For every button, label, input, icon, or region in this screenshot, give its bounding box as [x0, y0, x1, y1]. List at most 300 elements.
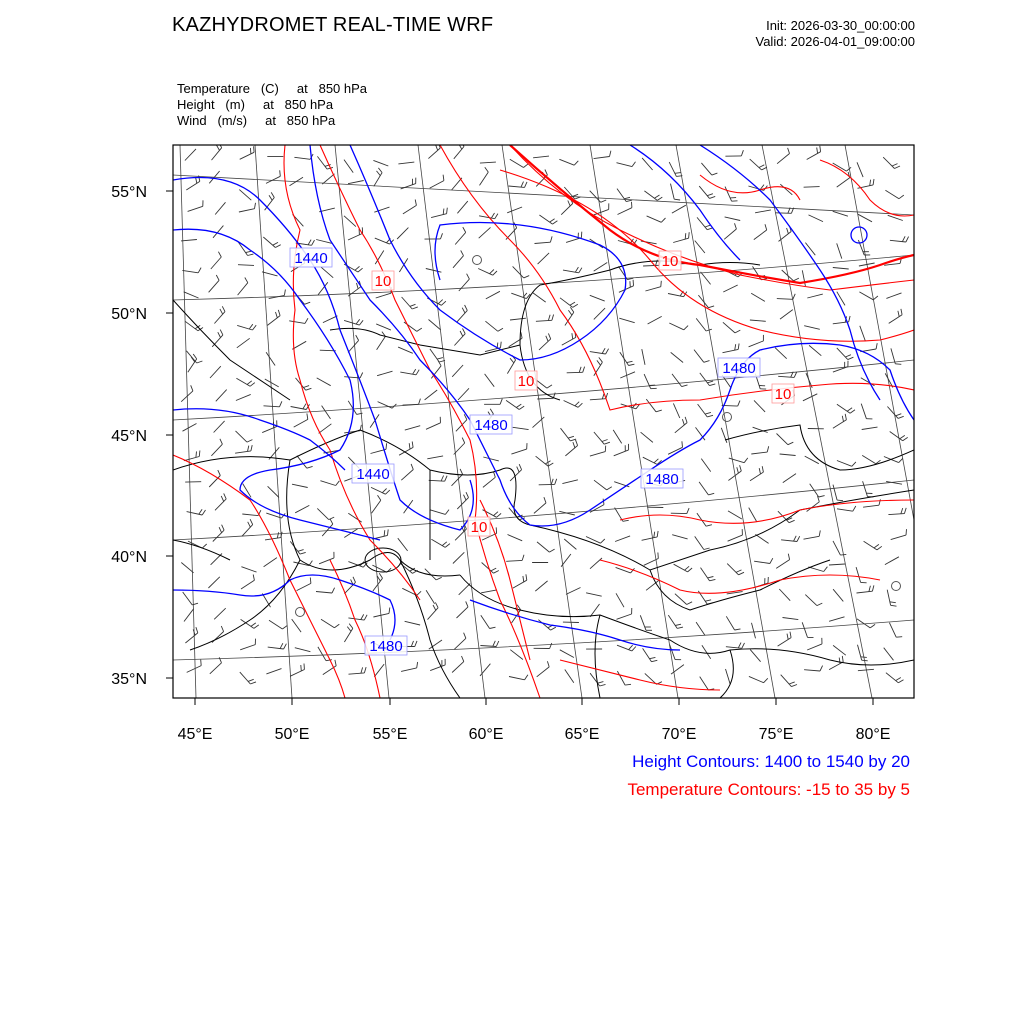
lon-label-45: 45°E: [177, 726, 213, 743]
wind-barb-feather: [574, 161, 578, 165]
wind-barb-feather: [441, 301, 446, 305]
wind-barb: [457, 498, 468, 509]
wind-barb: [567, 372, 583, 373]
init-time: Init: 2026-03-30_00:00:00: [766, 18, 915, 33]
wind-barb: [641, 432, 653, 442]
wind-barb-feather: [819, 496, 825, 497]
wind-barb-feather: [551, 627, 556, 630]
wind-barb-feather: [419, 399, 421, 405]
wind-barb-feather: [347, 627, 351, 632]
wind-barb-feather: [568, 310, 572, 315]
wind-barb: [428, 148, 440, 159]
wind-barb: [425, 390, 438, 400]
wind-barb: [263, 237, 275, 248]
wind-barb-feather: [705, 600, 711, 601]
wind-barb-feather: [544, 497, 546, 503]
wind-barb-feather: [441, 476, 444, 482]
wind-barb: [370, 414, 379, 427]
wind-barb: [586, 537, 601, 544]
wind-barb: [721, 428, 727, 443]
wind-barb-feather: [461, 250, 464, 255]
wind-barb-feather: [500, 399, 502, 405]
wind-barb: [184, 292, 199, 298]
wind-barb: [402, 297, 413, 309]
wind-barb: [377, 371, 392, 376]
wind-barb: [265, 198, 275, 211]
wind-barb: [509, 186, 525, 187]
wind-barb: [483, 457, 499, 461]
wind-barb: [750, 472, 763, 481]
wind-barb: [539, 339, 551, 350]
wind-barb: [701, 163, 711, 175]
wind-barb-feather: [412, 442, 413, 448]
wind-barb: [373, 160, 388, 166]
wind-barb: [617, 671, 625, 685]
wind-barb: [267, 316, 280, 326]
wind-barb: [181, 240, 197, 241]
wind-barb-feather: [510, 358, 514, 363]
wind-barb: [833, 420, 847, 429]
wind-barb: [238, 283, 248, 295]
temperature-contour-annotation: Temperature Contours: -15 to 35 by 5: [627, 780, 910, 799]
wind-barb: [858, 214, 872, 222]
wind-barb: [837, 404, 850, 413]
wind-barb-feather: [221, 496, 224, 502]
wind-barb-feather: [735, 344, 736, 350]
wind-barb-feather: [873, 296, 878, 300]
wind-barb: [861, 404, 866, 419]
wind-barb-feather: [575, 402, 579, 406]
wind-barb-feather: [684, 326, 688, 330]
wind-barb: [884, 648, 894, 661]
wind-barb: [725, 217, 741, 221]
wind-barb: [187, 666, 202, 673]
wind-barb: [239, 209, 255, 212]
wind-barb: [723, 349, 739, 352]
wind-barb-feather: [280, 643, 283, 648]
wind-barb: [750, 159, 762, 170]
wind-barb: [887, 407, 898, 419]
wind-barb: [348, 513, 361, 522]
wind-barb: [645, 287, 660, 291]
wind-barb: [507, 207, 522, 213]
wind-barb-feather: [794, 372, 797, 377]
wind-barb-feather: [251, 623, 256, 627]
lon-label-75: 75°E: [758, 726, 794, 743]
wind-barb: [236, 431, 247, 442]
wind-barb: [376, 324, 391, 330]
wind-barb-feather: [551, 479, 553, 485]
wind-barb: [887, 590, 890, 606]
wind-barb: [700, 677, 709, 690]
wind-barb-feather: [794, 278, 799, 281]
wind-barb: [322, 174, 334, 184]
wind-barb: [777, 154, 789, 164]
wind-barb: [349, 673, 365, 674]
wind-barb-feather: [735, 629, 741, 630]
wind-barb: [348, 233, 363, 240]
wind-barb: [702, 645, 711, 658]
wind-barb-feather: [656, 260, 658, 266]
wind-barb-feather: [570, 307, 573, 312]
wind-barb-feather: [890, 602, 896, 603]
wind-barb: [565, 446, 577, 456]
wind-barb: [297, 583, 311, 590]
wind-barb: [266, 352, 275, 365]
variable-temperature: Temperature (C) at 850 hPa: [177, 81, 368, 96]
wind-barb: [264, 558, 277, 567]
wind-barb: [723, 285, 737, 292]
wind-barb-feather: [355, 266, 360, 270]
wind-barb: [182, 270, 198, 272]
wind-barb-feather: [437, 358, 443, 360]
wind-barb-feather: [898, 416, 904, 418]
wind-barb-feather: [517, 467, 519, 473]
wind-barb: [210, 663, 222, 674]
wind-barb: [429, 480, 445, 481]
wind-barb-feather: [624, 197, 630, 199]
wind-barb-feather: [305, 302, 311, 304]
wind-barb-feather: [606, 349, 609, 354]
wind-barb: [562, 480, 578, 484]
wind-barb: [459, 584, 470, 595]
wind-barb-feather: [386, 443, 387, 449]
temp-label-4: 10: [470, 519, 488, 536]
wind-barb-feather: [248, 679, 254, 681]
wind-barb: [617, 614, 632, 619]
wind-barb-feather: [848, 357, 854, 359]
wind-barb: [560, 298, 573, 308]
wind-barb: [265, 379, 279, 387]
wind-barb: [513, 266, 524, 278]
wind-barb: [672, 535, 687, 539]
lon-label-55: 55°E: [372, 726, 408, 743]
wind-barb-feather: [550, 219, 555, 222]
wind-barb-feather: [767, 446, 769, 452]
wind-barb: [699, 186, 709, 198]
wind-barb: [289, 321, 305, 324]
wind-barb-feather: [842, 656, 843, 662]
wind-barb-feather: [674, 199, 680, 200]
wind-barb: [673, 238, 688, 242]
wind-barb-feather: [519, 406, 524, 409]
wind-barb-feather: [675, 173, 681, 174]
wind-barb: [618, 208, 632, 215]
wind-barb: [480, 646, 496, 647]
wind-barb-feather: [898, 680, 903, 683]
wind-barb-feather: [736, 570, 742, 573]
wind-barb-feather: [675, 624, 681, 625]
wind-barb-feather: [378, 168, 382, 173]
wind-barb: [210, 366, 221, 378]
wind-barb: [594, 362, 603, 376]
wind-barb-feather: [896, 637, 902, 638]
wind-barb-feather: [521, 182, 524, 188]
wind-barb-feather: [248, 522, 251, 527]
wind-barb: [262, 594, 270, 608]
wind-barb: [669, 162, 676, 176]
wind-barb-feather: [466, 492, 469, 497]
wind-barb: [620, 352, 629, 365]
wind-barb-feather: [707, 415, 713, 417]
wind-barb: [322, 406, 331, 419]
wind-barb-feather: [332, 588, 335, 593]
wind-barb-feather: [791, 685, 797, 687]
wind-barb-feather: [199, 509, 202, 514]
wind-barb: [885, 190, 899, 198]
wind-barb: [807, 152, 821, 160]
wind-barb: [559, 159, 574, 165]
height-label-1: 1440: [294, 250, 328, 267]
wind-barb: [240, 672, 251, 684]
wind-barb-feather: [485, 167, 489, 172]
wind-barb-feather: [550, 236, 552, 242]
wind-barb-feather: [764, 678, 768, 682]
wind-barb: [211, 444, 222, 456]
wind-barb-feather: [442, 542, 447, 546]
wind-barb-feather: [389, 608, 390, 614]
wind-barb-feather: [852, 462, 856, 466]
wind-barb-feather: [493, 271, 497, 275]
wind-barb-feather: [278, 310, 280, 316]
wind-barb: [455, 529, 466, 540]
wind-barb: [617, 163, 633, 167]
wind-barb: [614, 450, 629, 456]
wind-barb-feather: [707, 381, 713, 383]
wind-barb-feather: [654, 532, 655, 538]
wind-barb-feather: [494, 571, 499, 574]
wind-barb-feather: [220, 309, 223, 314]
wind-barb-feather: [378, 495, 381, 500]
wind-barb-feather: [415, 641, 417, 647]
wind-barb: [755, 534, 768, 543]
wind-barb: [643, 265, 659, 266]
wind-barb: [857, 591, 873, 593]
wind-barb: [508, 535, 523, 541]
wind-barb-feather: [879, 499, 880, 505]
wind-barb: [564, 539, 576, 549]
wind-barb: [833, 322, 849, 324]
wind-barb: [428, 608, 439, 620]
wind-barb: [459, 279, 470, 291]
country-boundaries: [173, 261, 914, 698]
wind-barb-feather: [602, 348, 605, 353]
wind-barb: [295, 505, 309, 512]
wind-barb-feather: [623, 520, 629, 521]
wind-barb-feather: [464, 633, 466, 639]
wind-barb-feather: [788, 554, 789, 560]
wind-barb-feather: [626, 200, 632, 202]
wind-barb-feather: [598, 682, 604, 684]
wind-barb-feather: [447, 208, 448, 214]
wind-barb: [323, 666, 336, 675]
wind-barb: [266, 669, 281, 674]
valid-time: Valid: 2026-04-01_09:00:00: [755, 34, 915, 49]
latitude-labels: [111, 184, 147, 688]
wind-barb-feather: [547, 385, 552, 388]
wind-barb-feather: [870, 624, 875, 628]
wind-barb-feather: [443, 209, 444, 215]
wind-barb-feather: [463, 227, 466, 232]
wind-barb-feather: [817, 148, 818, 154]
height-label-2: 1440: [356, 466, 390, 483]
wind-barb-feather: [656, 410, 662, 412]
wind-barb: [371, 487, 386, 494]
wind-barb-feather: [601, 539, 605, 543]
wind-barb: [397, 228, 408, 239]
wind-barb-feather: [744, 458, 748, 463]
wind-barb-feather: [738, 643, 741, 648]
wind-barb: [374, 664, 384, 677]
wind-barb-feather: [254, 146, 255, 152]
wind-barb: [837, 348, 848, 360]
wind-barb-feather: [361, 614, 364, 619]
wind-barb-feather: [524, 164, 529, 168]
wind-barb-feather: [820, 146, 821, 152]
wind-barb: [837, 243, 842, 258]
wind-barb: [890, 432, 903, 441]
wind-barb-feather: [682, 441, 683, 447]
wind-barb-feather: [196, 177, 197, 183]
wind-barb-feather: [519, 464, 521, 470]
wind-barb-feather: [895, 364, 901, 365]
wind-barb: [452, 365, 463, 377]
lon-label-50: 50°E: [274, 726, 310, 743]
wind-barb-feather: [412, 307, 418, 309]
wind-barb-feather: [708, 577, 714, 578]
wind-barb: [754, 561, 770, 563]
wind-barb-feather: [790, 632, 791, 638]
wind-barb: [185, 321, 198, 331]
wind-barb-feather: [568, 436, 574, 438]
wind-barb: [833, 268, 849, 270]
wind-barb: [292, 619, 301, 632]
wind-barb-feather: [661, 218, 665, 222]
wind-barb: [453, 256, 464, 268]
wind-barb-feather: [600, 684, 606, 686]
wind-barb-feather: [445, 510, 449, 515]
wind-barb: [240, 645, 255, 650]
wind-barb: [891, 535, 906, 540]
wind-barb-feather: [704, 361, 710, 363]
wind-barb-feather: [491, 213, 494, 218]
wind-barb-feather: [840, 554, 846, 555]
wind-barb-feather: [575, 267, 578, 272]
wind-barb: [803, 394, 817, 401]
wind-barb: [344, 628, 352, 642]
wind-barb: [485, 374, 495, 387]
wind-barb: [535, 242, 551, 243]
wind-barb: [864, 541, 877, 550]
wind-barb-feather: [364, 615, 367, 620]
wind-barb-feather: [706, 525, 712, 527]
wind-barb-feather: [625, 684, 631, 685]
wind-barb: [675, 594, 687, 605]
wind-barb-feather: [197, 361, 203, 363]
wind-barb: [374, 173, 382, 187]
wind-barb-feather: [689, 232, 690, 238]
wind-barb-feather: [759, 468, 760, 474]
wind-barb-feather: [874, 544, 879, 548]
wind-barb: [780, 310, 793, 320]
wind-barb: [809, 215, 824, 222]
wind-barb: [561, 428, 571, 441]
wind-barb: [778, 638, 792, 647]
wind-barb-feather: [433, 605, 436, 610]
wind-barb: [237, 338, 250, 348]
wind-barb-feather: [741, 150, 743, 156]
wind-barb: [215, 202, 225, 214]
wind-barb-feather: [384, 530, 385, 536]
wind-barb-feather: [445, 476, 447, 482]
wind-barb: [885, 557, 899, 565]
wind-barb: [700, 373, 710, 386]
wind-barb-feather: [654, 195, 659, 198]
wind-barb: [507, 360, 515, 374]
wind-barb-feather: [248, 254, 254, 255]
wind-barb-feather: [467, 274, 470, 279]
wind-barb: [321, 619, 334, 628]
wind-barb-feather: [552, 315, 554, 321]
wind-barb-feather: [330, 519, 333, 524]
wind-barb: [398, 538, 408, 551]
wind-barb-feather: [657, 531, 658, 537]
wind-barb-feather: [526, 574, 527, 580]
wind-barb: [537, 398, 553, 399]
wind-barb: [590, 399, 606, 400]
wind-barb: [643, 648, 652, 661]
wind-barb-feather: [685, 233, 686, 239]
wind-barb-feather: [497, 513, 502, 517]
wind-barb-feather: [873, 179, 874, 185]
wind-barb: [209, 476, 220, 488]
wind-barb-feather: [906, 237, 909, 242]
longitude-ticks: [195, 698, 873, 705]
wind-barb: [698, 404, 708, 417]
wind-barb: [671, 184, 675, 200]
lat-label-55: 55°N: [111, 184, 147, 201]
wind-barb: [294, 157, 310, 159]
wind-barb-feather: [336, 481, 340, 486]
wind-barb-feather: [572, 333, 573, 339]
wind-barb: [699, 482, 708, 495]
wind-barb: [669, 323, 684, 330]
wind-barb-feather: [568, 201, 570, 207]
wind-barb-feather: [610, 151, 611, 157]
wind-barb-feather: [661, 281, 662, 287]
wind-barb-feather: [573, 194, 579, 196]
wind-barb-feather: [359, 320, 363, 325]
wind-barb-feather: [601, 200, 607, 202]
wind-barb: [452, 474, 463, 486]
wind-barb-feather: [280, 401, 282, 407]
wind-barb-feather: [438, 300, 442, 304]
wind-barb: [694, 350, 704, 363]
lon-label-70: 70°E: [661, 726, 697, 743]
wind-barb-feather: [870, 180, 871, 186]
wind-barb: [886, 673, 899, 683]
wind-barb: [837, 461, 852, 467]
height-label-6: 1480: [369, 638, 403, 655]
wind-barb: [696, 427, 706, 440]
wind-barb: [241, 567, 256, 572]
wind-barb-feather: [326, 660, 332, 661]
wind-barb-feather: [525, 182, 528, 188]
wind-barb-feather: [705, 412, 711, 414]
wind-barb-feather: [861, 657, 867, 658]
wind-barb: [561, 554, 571, 567]
wind-barb: [837, 509, 853, 511]
